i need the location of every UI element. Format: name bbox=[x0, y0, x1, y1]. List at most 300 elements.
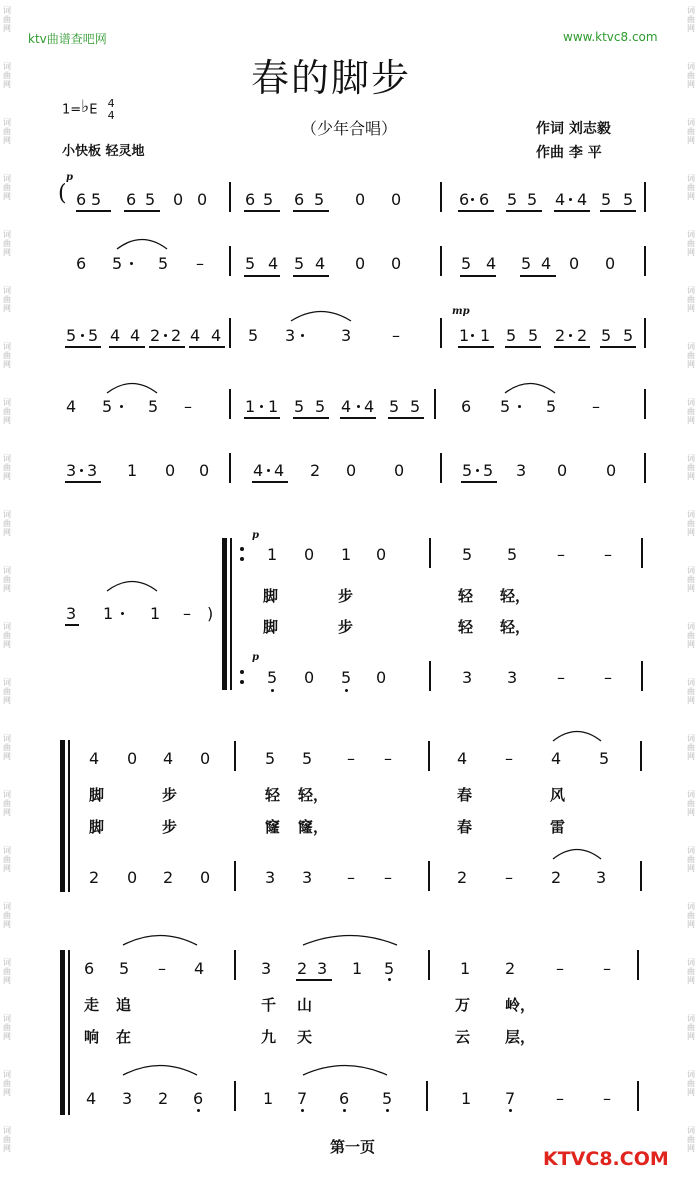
note: 5 bbox=[506, 326, 517, 345]
lyric: 山 bbox=[297, 996, 313, 1014]
barline bbox=[641, 661, 643, 691]
note: 3 bbox=[66, 604, 77, 623]
watermark-char: 词 bbox=[3, 1070, 11, 1079]
barline bbox=[429, 661, 431, 691]
note: 3 bbox=[261, 959, 272, 978]
note: 2 bbox=[577, 326, 588, 345]
note: – bbox=[392, 326, 400, 345]
note: 3 bbox=[66, 461, 77, 480]
underline bbox=[293, 417, 329, 419]
note: 2 bbox=[505, 959, 516, 978]
note: 0 bbox=[391, 254, 402, 273]
barline bbox=[644, 318, 646, 348]
composer-credit: 作曲 李 平 bbox=[536, 145, 602, 161]
note: 5 bbox=[599, 749, 610, 768]
tempo-marking: 小快板 轻灵地 bbox=[62, 144, 145, 159]
note: 3 bbox=[285, 326, 296, 345]
note: 5 bbox=[410, 397, 421, 416]
note: 5 bbox=[302, 749, 313, 768]
note: 4 bbox=[163, 749, 174, 768]
barline bbox=[428, 950, 430, 980]
watermark-char: 曲 bbox=[687, 407, 695, 416]
note: 4 bbox=[211, 326, 222, 345]
note: 1 bbox=[461, 1089, 472, 1108]
dot bbox=[386, 1109, 389, 1112]
note: 1 bbox=[263, 1089, 274, 1108]
underline bbox=[520, 275, 556, 277]
dot bbox=[130, 262, 133, 265]
note: – bbox=[505, 749, 513, 768]
note: 6 bbox=[479, 190, 490, 209]
lyric: 万 bbox=[455, 996, 471, 1014]
note: 5 bbox=[315, 397, 326, 416]
barline bbox=[234, 950, 236, 980]
note: 5 bbox=[601, 326, 612, 345]
underline bbox=[600, 346, 636, 348]
note: ) bbox=[207, 604, 214, 623]
watermark-char: 曲 bbox=[3, 351, 11, 360]
watermark-char: 曲 bbox=[687, 575, 695, 584]
note: 5 bbox=[500, 397, 511, 416]
watermark-char: 词 bbox=[687, 846, 695, 855]
watermark-char: 曲 bbox=[687, 687, 695, 696]
note: 6 bbox=[126, 190, 137, 209]
watermark-char: 曲 bbox=[687, 967, 695, 976]
watermark-char: 词 bbox=[687, 510, 695, 519]
lyric: 轻 bbox=[458, 618, 474, 636]
note: 3 bbox=[87, 461, 98, 480]
time-bottom: 4 bbox=[107, 109, 115, 122]
note: 5 bbox=[483, 461, 494, 480]
watermark-char: 曲 bbox=[687, 743, 695, 752]
note: – bbox=[347, 868, 355, 887]
barline bbox=[637, 1081, 639, 1111]
watermark-char: 网 bbox=[687, 976, 695, 985]
note: 5 bbox=[623, 326, 634, 345]
watermark-char: 词 bbox=[687, 230, 695, 239]
watermark-char: 网 bbox=[687, 472, 695, 481]
lyricist-credit: 作词 刘志毅 bbox=[536, 121, 611, 137]
note: 5 bbox=[623, 190, 634, 209]
watermark-char: 网 bbox=[687, 304, 695, 313]
side-watermark-left bbox=[0, 0, 14, 1198]
dot bbox=[121, 612, 124, 615]
dot bbox=[471, 334, 474, 337]
underline bbox=[461, 481, 497, 483]
note: 1 bbox=[103, 604, 114, 623]
watermark-char: 曲 bbox=[687, 799, 695, 808]
note: 0 bbox=[304, 545, 315, 564]
note: 5 bbox=[462, 545, 473, 564]
lyric: 窿， bbox=[298, 818, 329, 836]
note: 0 bbox=[346, 461, 357, 480]
note: 6 bbox=[339, 1089, 350, 1108]
note: 1 bbox=[480, 326, 491, 345]
lyric: 轻， bbox=[500, 587, 531, 605]
watermark-char: 曲 bbox=[687, 1135, 695, 1144]
watermark-char: 曲 bbox=[3, 743, 11, 752]
watermark-char: 曲 bbox=[3, 855, 11, 864]
note: 4 bbox=[541, 254, 552, 273]
note: 6 bbox=[84, 959, 95, 978]
note: 4 bbox=[364, 397, 375, 416]
watermark-char: 曲 bbox=[3, 295, 11, 304]
watermark-char: 词 bbox=[3, 510, 11, 519]
note: 4 bbox=[86, 1089, 97, 1108]
watermark-char: 曲 bbox=[687, 15, 695, 24]
watermark-char: 词 bbox=[3, 1014, 11, 1023]
watermark-char: 词 bbox=[3, 62, 11, 71]
note: 4 bbox=[190, 326, 201, 345]
note: 6 bbox=[294, 190, 305, 209]
song-title: 春的脚步 bbox=[251, 56, 412, 100]
barline bbox=[234, 1081, 236, 1111]
note: 5 bbox=[148, 397, 159, 416]
note: 6 bbox=[193, 1089, 204, 1108]
watermark-char: 曲 bbox=[3, 631, 11, 640]
underline bbox=[340, 417, 376, 419]
note: 1 bbox=[268, 397, 279, 416]
watermark-char: 词 bbox=[3, 286, 11, 295]
dot bbox=[267, 469, 270, 472]
dot bbox=[80, 469, 83, 472]
note: 1 bbox=[267, 545, 278, 564]
barline bbox=[440, 453, 442, 483]
underline bbox=[189, 346, 225, 348]
note: 3 bbox=[265, 868, 276, 887]
note: 6 bbox=[461, 397, 472, 416]
lyric: 步 bbox=[162, 786, 178, 804]
note: – bbox=[183, 604, 191, 623]
note: 1 bbox=[245, 397, 256, 416]
system-bracket-line bbox=[68, 950, 70, 1115]
note: 0 bbox=[197, 190, 208, 209]
system-bracket bbox=[222, 538, 227, 690]
paren-open: ( bbox=[58, 181, 67, 206]
watermark-char: 词 bbox=[3, 230, 11, 239]
underline bbox=[252, 481, 288, 483]
barline bbox=[644, 453, 646, 483]
watermark-char: 曲 bbox=[3, 799, 11, 808]
note: 5 bbox=[119, 959, 130, 978]
watermark-char: 网 bbox=[3, 80, 11, 89]
barline bbox=[641, 538, 643, 568]
dot bbox=[164, 334, 167, 337]
underline bbox=[244, 275, 280, 277]
watermark-char: 词 bbox=[3, 118, 11, 127]
note: 6 bbox=[76, 254, 87, 273]
dot bbox=[471, 198, 474, 201]
note: 2 bbox=[163, 868, 174, 887]
watermark-char: 词 bbox=[3, 622, 11, 631]
slur bbox=[552, 846, 602, 860]
watermark-char: 词 bbox=[3, 174, 11, 183]
barline bbox=[229, 453, 231, 483]
watermark-char: 网 bbox=[3, 304, 11, 313]
note: 3 bbox=[516, 461, 527, 480]
dot bbox=[120, 405, 123, 408]
dynamic-mark: mp bbox=[452, 306, 470, 317]
slur bbox=[116, 236, 168, 250]
note: 0 bbox=[355, 254, 366, 273]
note: – bbox=[384, 749, 392, 768]
note: 5 bbox=[158, 254, 169, 273]
underline bbox=[76, 210, 111, 212]
note: 0 bbox=[376, 545, 387, 564]
song-subtitle: （少年合唱） bbox=[301, 119, 398, 138]
watermark-char: 曲 bbox=[3, 911, 11, 920]
watermark-char: 词 bbox=[3, 678, 11, 687]
dot bbox=[301, 334, 304, 337]
watermark-char: 网 bbox=[687, 136, 695, 145]
note: 3 bbox=[122, 1089, 133, 1108]
dot bbox=[509, 1109, 512, 1112]
watermark-char: 曲 bbox=[3, 183, 11, 192]
time-signature bbox=[108, 98, 115, 122]
lyric: 岭， bbox=[505, 996, 536, 1014]
lyric: 春 bbox=[457, 818, 473, 836]
note: 3 bbox=[317, 959, 328, 978]
note: 0 bbox=[557, 461, 568, 480]
watermark-char: 词 bbox=[3, 6, 11, 15]
note: 5 bbox=[341, 668, 352, 687]
underline bbox=[506, 210, 542, 212]
note: 0 bbox=[569, 254, 580, 273]
note: 4 bbox=[551, 749, 562, 768]
note: 2 bbox=[457, 868, 468, 887]
underline bbox=[244, 417, 280, 419]
site-label-left[interactable]: ktv曲谱查吧网 bbox=[28, 32, 107, 46]
watermark-char: 网 bbox=[687, 640, 695, 649]
watermark-char: 网 bbox=[3, 360, 11, 369]
note: 1 bbox=[341, 545, 352, 564]
note: 5 bbox=[245, 254, 256, 273]
dot bbox=[569, 334, 572, 337]
lyric: 轻， bbox=[298, 786, 329, 804]
lyric: 走 bbox=[84, 996, 100, 1014]
watermark-char: 曲 bbox=[3, 463, 11, 472]
lyric: 云 bbox=[455, 1028, 471, 1046]
note: 5 bbox=[294, 254, 305, 273]
barline bbox=[428, 861, 430, 891]
watermark-char: 网 bbox=[687, 24, 695, 33]
note: 2 bbox=[297, 959, 308, 978]
slur bbox=[122, 932, 198, 946]
note: 4 bbox=[315, 254, 326, 273]
underline bbox=[124, 210, 160, 212]
watermark-char: 网 bbox=[3, 416, 11, 425]
note: 0 bbox=[200, 868, 211, 887]
dot bbox=[476, 469, 479, 472]
underline bbox=[505, 346, 541, 348]
watermark-char: 网 bbox=[3, 472, 11, 481]
barline bbox=[640, 861, 642, 891]
watermark-char: 曲 bbox=[3, 967, 11, 976]
note: 4 bbox=[486, 254, 497, 273]
lyric: 脚 bbox=[89, 786, 105, 804]
lyric: 雷 bbox=[550, 818, 566, 836]
note: 1 bbox=[127, 461, 138, 480]
barline bbox=[234, 741, 236, 771]
watermark-char: 网 bbox=[3, 528, 11, 537]
note: 0 bbox=[355, 190, 366, 209]
watermark-char: 曲 bbox=[3, 1079, 11, 1088]
note: 7 bbox=[297, 1089, 308, 1108]
watermark-char: 词 bbox=[3, 454, 11, 463]
note: 5 bbox=[145, 190, 156, 209]
lyric: 轻 bbox=[458, 587, 474, 605]
note: 0 bbox=[606, 461, 617, 480]
note: – bbox=[384, 868, 392, 887]
watermark-char: 曲 bbox=[687, 1079, 695, 1088]
watermark-char: 曲 bbox=[3, 239, 11, 248]
note: 4 bbox=[457, 749, 468, 768]
watermark-char: 曲 bbox=[687, 127, 695, 136]
note: 0 bbox=[605, 254, 616, 273]
watermark-char: 词 bbox=[3, 958, 11, 967]
system-bracket bbox=[60, 950, 65, 1115]
watermark-char: 词 bbox=[687, 398, 695, 407]
lyric: 千 bbox=[261, 996, 277, 1014]
barline bbox=[229, 318, 231, 348]
note: 5 bbox=[102, 397, 113, 416]
watermark-char: 网 bbox=[3, 584, 11, 593]
note: 3 bbox=[341, 326, 352, 345]
underline bbox=[65, 346, 101, 348]
note: – bbox=[603, 1089, 611, 1108]
watermark-char: 网 bbox=[687, 808, 695, 817]
watermark-char: 网 bbox=[3, 696, 11, 705]
dot bbox=[81, 334, 84, 337]
barline bbox=[229, 182, 231, 212]
site-logo[interactable]: KTVC8.COM bbox=[543, 1148, 669, 1170]
underline bbox=[388, 417, 424, 419]
watermark-char: 词 bbox=[687, 6, 695, 15]
watermark-char: 网 bbox=[687, 528, 695, 537]
watermark-char: 曲 bbox=[687, 631, 695, 640]
note: – bbox=[184, 397, 192, 416]
watermark-char: 曲 bbox=[3, 519, 11, 528]
note: 3 bbox=[507, 668, 518, 687]
watermark-char: 网 bbox=[3, 976, 11, 985]
dynamic-mark: p bbox=[66, 172, 73, 183]
lyric: 九 bbox=[261, 1028, 277, 1046]
underline bbox=[244, 210, 280, 212]
site-label-right[interactable]: www.ktvc8.com bbox=[563, 30, 658, 44]
watermark-char: 曲 bbox=[3, 687, 11, 696]
watermark-char: 曲 bbox=[3, 127, 11, 136]
watermark-char: 曲 bbox=[3, 1135, 11, 1144]
barline bbox=[644, 246, 646, 276]
lyric: 轻 bbox=[265, 786, 281, 804]
watermark-char: 网 bbox=[687, 80, 695, 89]
slur bbox=[504, 380, 556, 394]
note: 5 bbox=[601, 190, 612, 209]
slur bbox=[290, 308, 352, 322]
watermark-char: 曲 bbox=[687, 855, 695, 864]
underline bbox=[296, 979, 332, 981]
watermark-char: 网 bbox=[687, 192, 695, 201]
lyric: 层， bbox=[505, 1028, 536, 1046]
barline bbox=[644, 389, 646, 419]
slur bbox=[106, 380, 158, 394]
key-prefix: 1= bbox=[62, 102, 82, 118]
note: 7 bbox=[505, 1089, 516, 1108]
watermark-char: 曲 bbox=[3, 575, 11, 584]
lyric: 步 bbox=[338, 587, 354, 605]
barline bbox=[428, 741, 430, 771]
system-bracket-line bbox=[68, 740, 70, 892]
watermark-char: 词 bbox=[687, 1126, 695, 1135]
watermark-char: 词 bbox=[3, 398, 11, 407]
time-top: 4 bbox=[107, 97, 115, 110]
watermark-char: 曲 bbox=[687, 351, 695, 360]
note: 2 bbox=[555, 326, 566, 345]
note: 5 bbox=[546, 397, 557, 416]
watermark-char: 网 bbox=[687, 1088, 695, 1097]
system-bracket bbox=[60, 740, 65, 892]
note: – bbox=[505, 868, 513, 887]
watermark-char: 网 bbox=[3, 752, 11, 761]
watermark-char: 词 bbox=[3, 790, 11, 799]
note: 4 bbox=[194, 959, 205, 978]
lyric: 轻， bbox=[500, 618, 531, 636]
note: 4 bbox=[110, 326, 121, 345]
watermark-char: 网 bbox=[3, 640, 11, 649]
lyric: 在 bbox=[116, 1028, 132, 1046]
underline bbox=[554, 346, 590, 348]
note: 5 bbox=[384, 959, 395, 978]
note: 3 bbox=[596, 868, 607, 887]
note: 4 bbox=[268, 254, 279, 273]
watermark-char: 网 bbox=[687, 584, 695, 593]
barline bbox=[426, 1081, 428, 1111]
note: 0 bbox=[304, 668, 315, 687]
note: 1 bbox=[460, 959, 471, 978]
watermark-char: 网 bbox=[3, 136, 11, 145]
lyric: 脚 bbox=[263, 587, 279, 605]
watermark-char: 曲 bbox=[687, 463, 695, 472]
slur bbox=[302, 1062, 388, 1076]
lyric: 窿 bbox=[265, 818, 281, 836]
watermark-char: 网 bbox=[3, 1144, 11, 1153]
note: – bbox=[347, 749, 355, 768]
note: 5 bbox=[389, 397, 400, 416]
note: 5 bbox=[112, 254, 123, 273]
watermark-char: 网 bbox=[3, 1032, 11, 1041]
note: 1 bbox=[150, 604, 161, 623]
note: – bbox=[556, 1089, 564, 1108]
watermark-char: 网 bbox=[3, 192, 11, 201]
watermark-char: 曲 bbox=[3, 15, 11, 24]
note: 4 bbox=[253, 461, 264, 480]
page-number: 第一页 bbox=[330, 1138, 376, 1156]
watermark-char: 网 bbox=[3, 1088, 11, 1097]
barline bbox=[229, 389, 231, 419]
note: 5 bbox=[461, 254, 472, 273]
barline bbox=[644, 182, 646, 212]
dot bbox=[260, 405, 263, 408]
underline bbox=[65, 624, 79, 626]
barline bbox=[429, 538, 431, 568]
watermark-char: 网 bbox=[3, 248, 11, 257]
note: – bbox=[604, 668, 612, 687]
note: 5 bbox=[248, 326, 259, 345]
note: 5 bbox=[462, 461, 473, 480]
lyric: 脚 bbox=[89, 818, 105, 836]
lyric: 天 bbox=[297, 1028, 313, 1046]
watermark-char: 曲 bbox=[687, 183, 695, 192]
